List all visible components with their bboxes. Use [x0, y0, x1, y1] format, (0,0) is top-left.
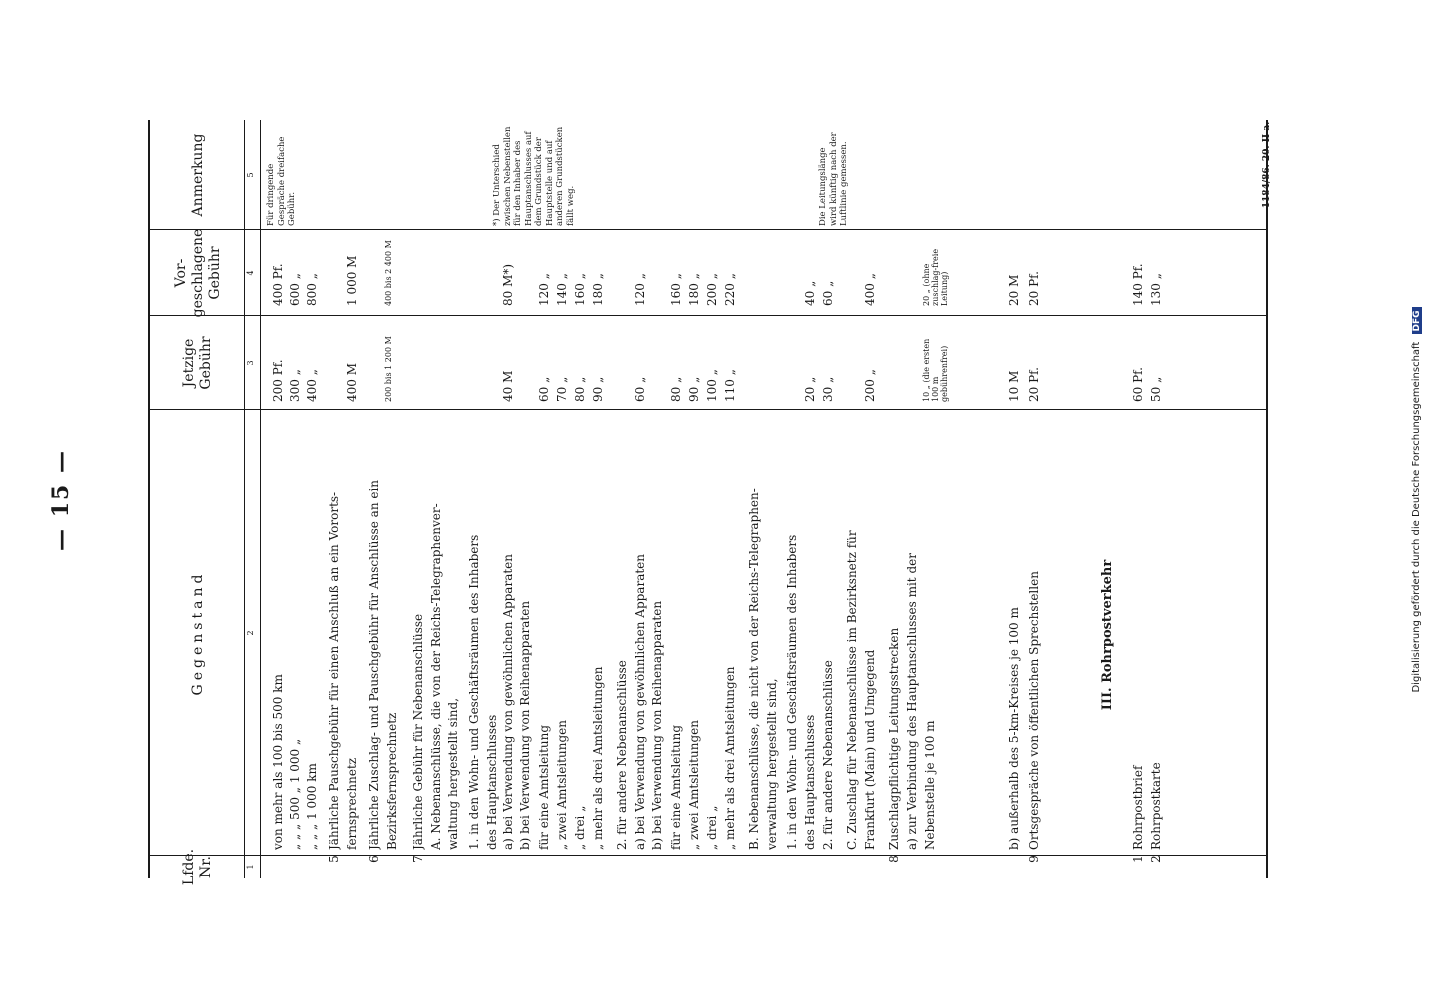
row-subject: „ drei „ [705, 805, 719, 850]
row-proposed-fee: 160 „ [573, 273, 587, 306]
row-subject: B. Nebenanschlüsse, die nicht von der Reichs-Telegraphen- [747, 488, 761, 850]
row-number: 5 [327, 855, 341, 863]
row-subject: „ „ „ 500 „ 1 000 „ [288, 738, 302, 850]
row-proposed-fee: 120 „ [633, 273, 647, 306]
column-number: 2 [246, 630, 255, 636]
table-row [862, 0, 878, 1000]
row-proposed-fee: 140 Pf. [1131, 263, 1145, 306]
row-subject: Rohrpostkarte [1149, 762, 1163, 850]
table-row [1006, 0, 1022, 1000]
table-row [722, 0, 738, 1000]
row-current-fee: 20 Pf. [1027, 367, 1041, 402]
column-number: 1 [246, 864, 255, 870]
digitization-credit-text: Digitalisierung gefördert durch die Deutsche Forschungsgemeinschaft [1411, 341, 1422, 693]
row-current-fee: 200 bis 1 200 M [384, 336, 393, 402]
row-subject: b) außerhalb des 5-km-Kreises je 100 m [1007, 607, 1021, 850]
header-anmerkung: Anmerkung [189, 133, 206, 217]
table-row [1130, 0, 1146, 1000]
row-proposed-fee: 1 000 M [345, 255, 359, 306]
row-subject: fernsprechnetz [345, 757, 359, 850]
row-proposed-fee: 60 „ [821, 280, 835, 306]
row-proposed-fee: 800 „ [305, 273, 319, 306]
row-current-fee: 30 „ [821, 376, 835, 402]
row-current-fee: 60 „ [537, 376, 551, 402]
row-proposed-fee: 180 „ [687, 273, 701, 306]
row-subject: Bezirksfernsprechnetz [385, 712, 399, 850]
row-current-fee: 60 Pf. [1131, 367, 1145, 402]
row-subject: verwaltung hergestellt sind, [765, 678, 779, 850]
row-number: 9 [1027, 855, 1041, 863]
dfg-logo: DFG [1412, 307, 1422, 334]
row-proposed-fee: 220 „ [723, 273, 737, 306]
column-number-rule [260, 120, 261, 878]
table-row [1100, 0, 1116, 1000]
table-row [410, 0, 426, 1000]
table-row [466, 0, 482, 1000]
table-row [428, 0, 444, 1000]
row-number: 1 [1131, 855, 1145, 863]
row-current-fee: 400 M [345, 362, 359, 402]
row-proposed-fee: 20 M [1007, 274, 1021, 306]
table-row [784, 0, 800, 1000]
row-subject: für eine Amtsleitung [537, 724, 551, 850]
table-row [384, 0, 400, 1000]
row-proposed-fee: 80 M*) [501, 263, 515, 306]
row-current-fee: 110 „ [723, 369, 737, 402]
row-subject: „ drei „ [573, 805, 587, 850]
row-current-fee: 20 „ [803, 376, 817, 402]
row-proposed-fee: 160 „ [669, 273, 683, 306]
column-number: 3 [246, 360, 255, 366]
row-subject: für eine Amtsleitung [669, 724, 683, 850]
row-current-fee: 200 „ [863, 369, 877, 402]
table-row [746, 0, 762, 1000]
row-subject: 2. für andere Nebenanschlüsse [615, 660, 629, 850]
row-subject: III. Rohrpostverkehr [1100, 559, 1115, 711]
row-current-fee: 90 „ [591, 376, 605, 402]
row-number: 7 [411, 855, 425, 863]
row-subject: „ zwei Amtsleitungen [687, 720, 701, 850]
row-number: 8 [887, 855, 901, 863]
row-proposed-fee: 130 „ [1149, 273, 1163, 306]
table-row [1148, 0, 1164, 1000]
table-row [366, 0, 382, 1000]
row-subject: des Hauptanschlusses [485, 714, 499, 850]
row-subject: a) bei Verwendung von gewöhnlichen Apparaten [501, 553, 515, 850]
table-bottom-rule [1266, 120, 1268, 878]
table-row [904, 0, 920, 1000]
table-row [802, 0, 818, 1000]
row-subject: Jährliche Gebühr für Nebenanschlüsse [411, 613, 425, 850]
row-current-fee: 40 M [501, 370, 515, 402]
row-subject: Jährliche Pauschgebühr für einen Anschluß an ein Vororts- [327, 491, 341, 850]
note-nebenstellen: *) Der Unterschied zwischen Nebenstellen für den Inhaber des Hauptanschlusses auf dem Grundstück der Hauptstelle und auf anderen Grundstücken fällt weg. [492, 126, 576, 226]
row-current-fee: 400 „ [305, 369, 319, 402]
row-proposed-fee: 400 „ [863, 273, 877, 306]
row-number: 6 [367, 855, 381, 863]
row-current-fee: 80 „ [669, 376, 683, 402]
header-vorgeschlagene-gebuehr: Vor-geschlagene Gebühr [172, 228, 223, 318]
row-subject: von mehr als 100 bis 500 km [271, 674, 285, 850]
row-current-fee: 80 „ [573, 376, 587, 402]
row-subject: „ zwei Amtsleitungen [555, 720, 569, 850]
table-row [704, 0, 720, 1000]
table-row [614, 0, 630, 1000]
row-subject: Jährliche Zuschlag- und Pauschgebühr für Anschlüsse an ein [367, 479, 381, 850]
header-gegenstand: Gegenstand [189, 570, 206, 696]
column-number: 4 [246, 270, 255, 276]
row-proposed-fee: 180 „ [591, 273, 605, 306]
print-mark: 1184/86. 20. II a. [1262, 121, 1272, 209]
row-subject: 2. für andere Nebenanschlüsse [821, 660, 835, 850]
table-row [886, 0, 902, 1000]
row-current-fee: 10 „ (die ersten 100 m gebührenfrei) [922, 338, 949, 402]
row-subject: Rohrpostbrief [1131, 765, 1145, 850]
row-subject: C. Zuschlag für Nebenanschlüsse im Bezirksnetz für [845, 530, 859, 850]
row-subject: Ortsgespräche von öffentlichen Sprechstellen [1027, 571, 1041, 850]
table-row [326, 0, 342, 1000]
row-subject: A. Nebenanschlüsse, die von der Reichs-Telegraphenver- [429, 503, 443, 850]
row-subject: „ „ „ 1 000 km [305, 763, 319, 850]
table-row [764, 0, 780, 1000]
header-rule [244, 120, 245, 878]
fee-table [148, 0, 1268, 1000]
table-row [686, 0, 702, 1000]
table-row [304, 0, 320, 1000]
row-proposed-fee: 20 „ (ohne zuschlag-freie Leitung) [922, 248, 949, 306]
row-proposed-fee: 20 Pf. [1027, 271, 1041, 306]
row-current-fee: 70 „ [555, 376, 569, 402]
table-row [922, 0, 949, 1000]
row-number: 2 [1149, 855, 1163, 863]
row-proposed-fee: 600 „ [288, 273, 302, 306]
row-subject: waltung hergestellt sind, [446, 697, 460, 850]
row-current-fee: 10 M [1007, 370, 1021, 402]
column-number: 5 [246, 172, 255, 178]
table-row [445, 0, 461, 1000]
row-proposed-fee: 140 „ [555, 273, 569, 306]
row-subject: b) bei Verwendung von Reihenapparaten [650, 600, 664, 850]
row-subject: Zuschlagpflichtige Leitungsstrecken [887, 627, 901, 850]
row-subject: Nebenstelle je 100 m [923, 720, 937, 850]
note-dringende-gespraeche: Für dringende Gespräche dreifache Gebühr. [266, 136, 297, 226]
row-subject: b) bei Verwendung von Reihenapparaten [518, 600, 532, 850]
header-jetzige-gebuehr: Jetzige Gebühr [181, 336, 214, 390]
row-proposed-fee: 400 Pf. [271, 263, 285, 306]
table-top-rule [148, 120, 150, 878]
header-lfde-nr: Lfde. Nr. [181, 848, 214, 886]
row-proposed-fee: 200 „ [705, 273, 719, 306]
table-row [649, 0, 665, 1000]
table-row [632, 0, 648, 1000]
row-current-fee: 100 „ [705, 369, 719, 402]
digitization-credit [1411, 5, 1425, 995]
row-subject: 1. in den Wohn- und Geschäftsräumen des Inhabers [467, 534, 481, 850]
row-current-fee: 50 „ [1149, 376, 1163, 402]
row-current-fee: 60 „ [633, 376, 647, 402]
table-row [1026, 0, 1042, 1000]
table-row [668, 0, 684, 1000]
row-current-fee: 200 Pf. [271, 359, 285, 402]
table-row [344, 0, 360, 1000]
row-subject: Frankfurt (Main) und Umgegend [863, 649, 877, 850]
note-leitungslaenge: Die Leitungslänge wird künftig nach der Luftlinie gemessen. [818, 132, 849, 226]
table-row [590, 0, 606, 1000]
row-subject: „ mehr als drei Amtsleitungen [591, 666, 605, 850]
row-proposed-fee: 40 „ [803, 280, 817, 306]
row-subject: 1. in den Wohn- und Geschäftsräumen des Inhabers [785, 534, 799, 850]
row-subject: a) zur Verbindung des Hauptanschlusses mit der [905, 553, 919, 850]
row-current-fee: 300 „ [288, 369, 302, 402]
row-proposed-fee: 120 „ [537, 273, 551, 306]
row-subject: a) bei Verwendung von gewöhnlichen Apparaten [633, 553, 647, 850]
row-subject: des Hauptanschlusses [803, 714, 817, 850]
row-subject: „ mehr als drei Amtsleitungen [723, 666, 737, 850]
row-proposed-fee: 400 bis 2 400 M [384, 240, 393, 306]
row-current-fee: 90 „ [687, 376, 701, 402]
page-number: — 15 — [48, 449, 74, 551]
